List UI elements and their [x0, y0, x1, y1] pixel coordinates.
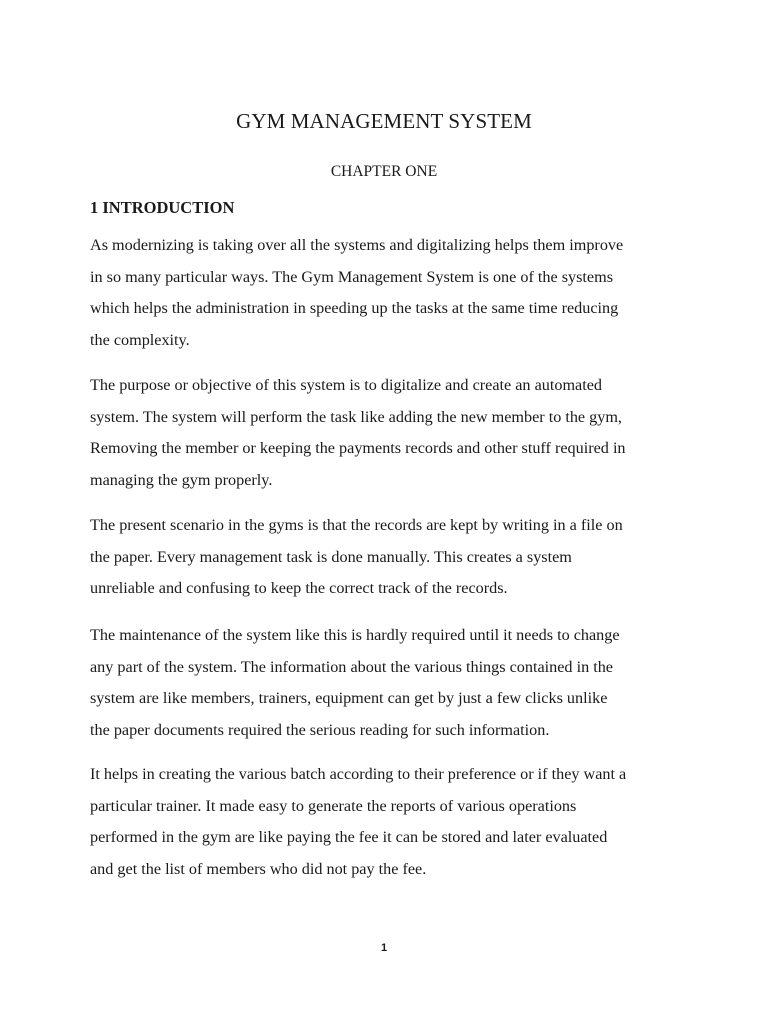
- paragraph-line: the paper documents required the serious reading for such information.: [90, 720, 550, 739]
- paragraph-line: It helps in creating the various batch according to their preference or if they want a: [90, 765, 627, 783]
- paragraph-line: Removing the member or keeping the payments records and other stuff required in: [90, 439, 626, 457]
- paragraph-line: system are like members, trainers, equipment can get by just a few clicks unlike: [90, 689, 608, 707]
- paragraph-line: which helps the administration in speeding up the tasks at the same time reducing: [90, 299, 619, 317]
- paragraph-line: The maintenance of the system like this is hardly required until it needs to change: [90, 626, 620, 644]
- paragraph: [90, 510, 680, 605]
- paragraph-line: in so many particular ways. The Gym Management System is one of the systems: [90, 267, 614, 286]
- paragraph-line: particular trainer. It made easy to generate the reports of various operations: [90, 796, 577, 815]
- paragraph: [90, 759, 680, 885]
- paragraph: [90, 230, 680, 356]
- paragraph-line: managing the gym properly.: [90, 470, 273, 489]
- paragraph-line: unreliable and confusing to keep the correct track of the records.: [90, 579, 508, 597]
- paragraph: [90, 620, 680, 746]
- document-title: GYM MANAGEMENT SYSTEM: [236, 109, 532, 133]
- paragraph-line: any part of the system. The information about the various things contained in the: [90, 657, 613, 676]
- paragraph: [90, 370, 680, 496]
- paragraph-line: the paper. Every management task is done manually. This creates a system: [90, 547, 572, 566]
- paragraph-line: The purpose or objective of this system is to digitalize and create an automated: [90, 376, 602, 394]
- paragraph-line: system. The system will perform the task like adding the new member to the gym,: [90, 407, 622, 426]
- paragraph-line: The present scenario in the gyms is that the records are kept by writing in a file on: [90, 516, 623, 534]
- page-number: 1: [380, 942, 388, 954]
- paragraph-line: and get the list of members who did not pay the fee.: [90, 859, 427, 878]
- paragraph-line: performed in the gym are like paying the fee it can be stored and later evaluated: [90, 828, 608, 846]
- paragraph-line: the complexity.: [90, 330, 190, 349]
- section-heading: 1 INTRODUCTION: [90, 198, 235, 217]
- chapter-heading: CHAPTER ONE: [330, 163, 438, 180]
- paragraph-line: As modernizing is taking over all the systems and digitalizing helps them improve: [90, 236, 624, 254]
